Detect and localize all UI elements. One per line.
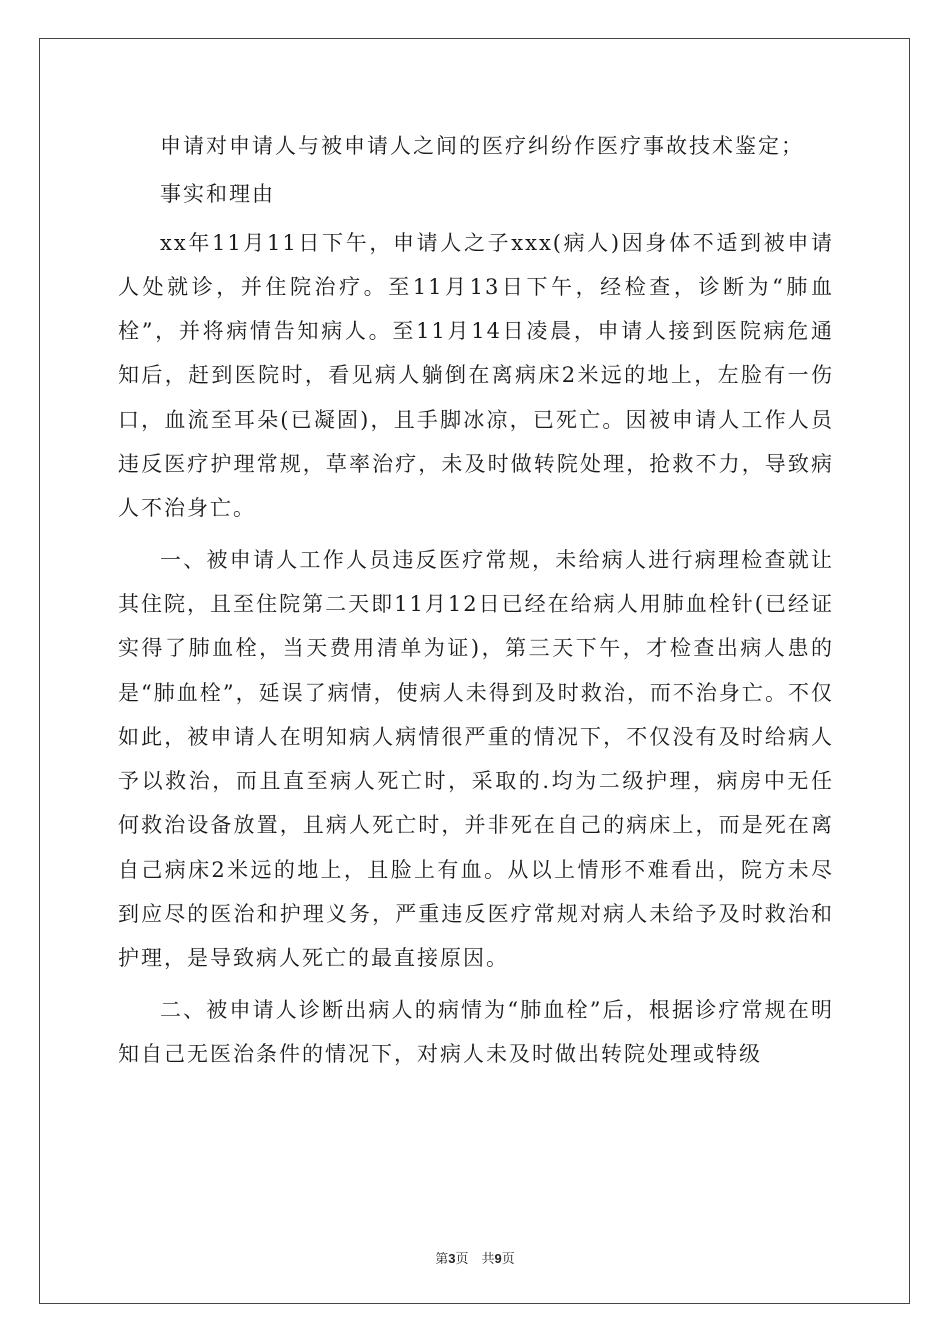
footer-suffix: 页 [501, 1252, 515, 1267]
footer-mid: 页 共 [455, 1252, 495, 1267]
footer-page-total: 9 [494, 1251, 502, 1266]
paragraph-point-one: 一、被申请人工作人员违反医疗常规，未给病人进行病理检查就让其住院，且至住院第二天即11月12日已经在给病人用肺血栓针(已经证实得了肺血栓，当天费用清单为证)，第三天下午，才检查出病人患的是“肺血栓”，延误了病情，使病人未得到及时救治，而不治身亡。不仅如此，被申请人在明知病人病情很严重的情况下，不仅没有及时给病人予以救治，而且直至病人死亡时，采取的.均为二级护理，病房中无任何救治设备放置，且病人死亡时，并非死在自己的病床上，而是死在离自己病床2米远的地上，且脸上有血。从以上情形不难看出，院方未尽到应尽的医治和护理义务，严重违反医疗常规对病人未给予及时救治和护理，是导致病人死亡的最直接原因。 [118, 547, 834, 971]
paragraph-point-two: 二、被申请人诊断出病人的病情为“肺血栓”后，根据诊疗常规在明知自己无医治条件的情况下，对病人未及时做出转院处理或特级 [118, 997, 834, 1066]
paragraph-request: 申请对申请人与被申请人之间的医疗纠纷作医疗事故技术鉴定； [160, 134, 804, 158]
document-body [118, 124, 834, 1083]
paragraph-facts: xx年11月11日下午，申请人之子xxx(病人)因身体不适到被申请人处就诊，并住院治疗。至11月13日下午，经检查，诊断为“肺血栓”，并将病情告知病人。至11月14日凌晨，申请人接到医院病危通知后，赶到医院时，看见病人躺倒在离病床2米远的地上，左脸有一伤口，血流至耳朵(已凝固)，且手脚冰凉，已死亡。因被申请人工作人员违反医疗护理常规，草率治疗，未及时做转院处理，抢救不力，导致病人不治身亡。 [118, 230, 834, 521]
page-footer [0, 1248, 950, 1267]
footer-page-current: 3 [448, 1251, 456, 1266]
paragraph-heading-facts: 事实和理由 [160, 182, 275, 207]
footer-prefix: 第 [435, 1252, 449, 1267]
